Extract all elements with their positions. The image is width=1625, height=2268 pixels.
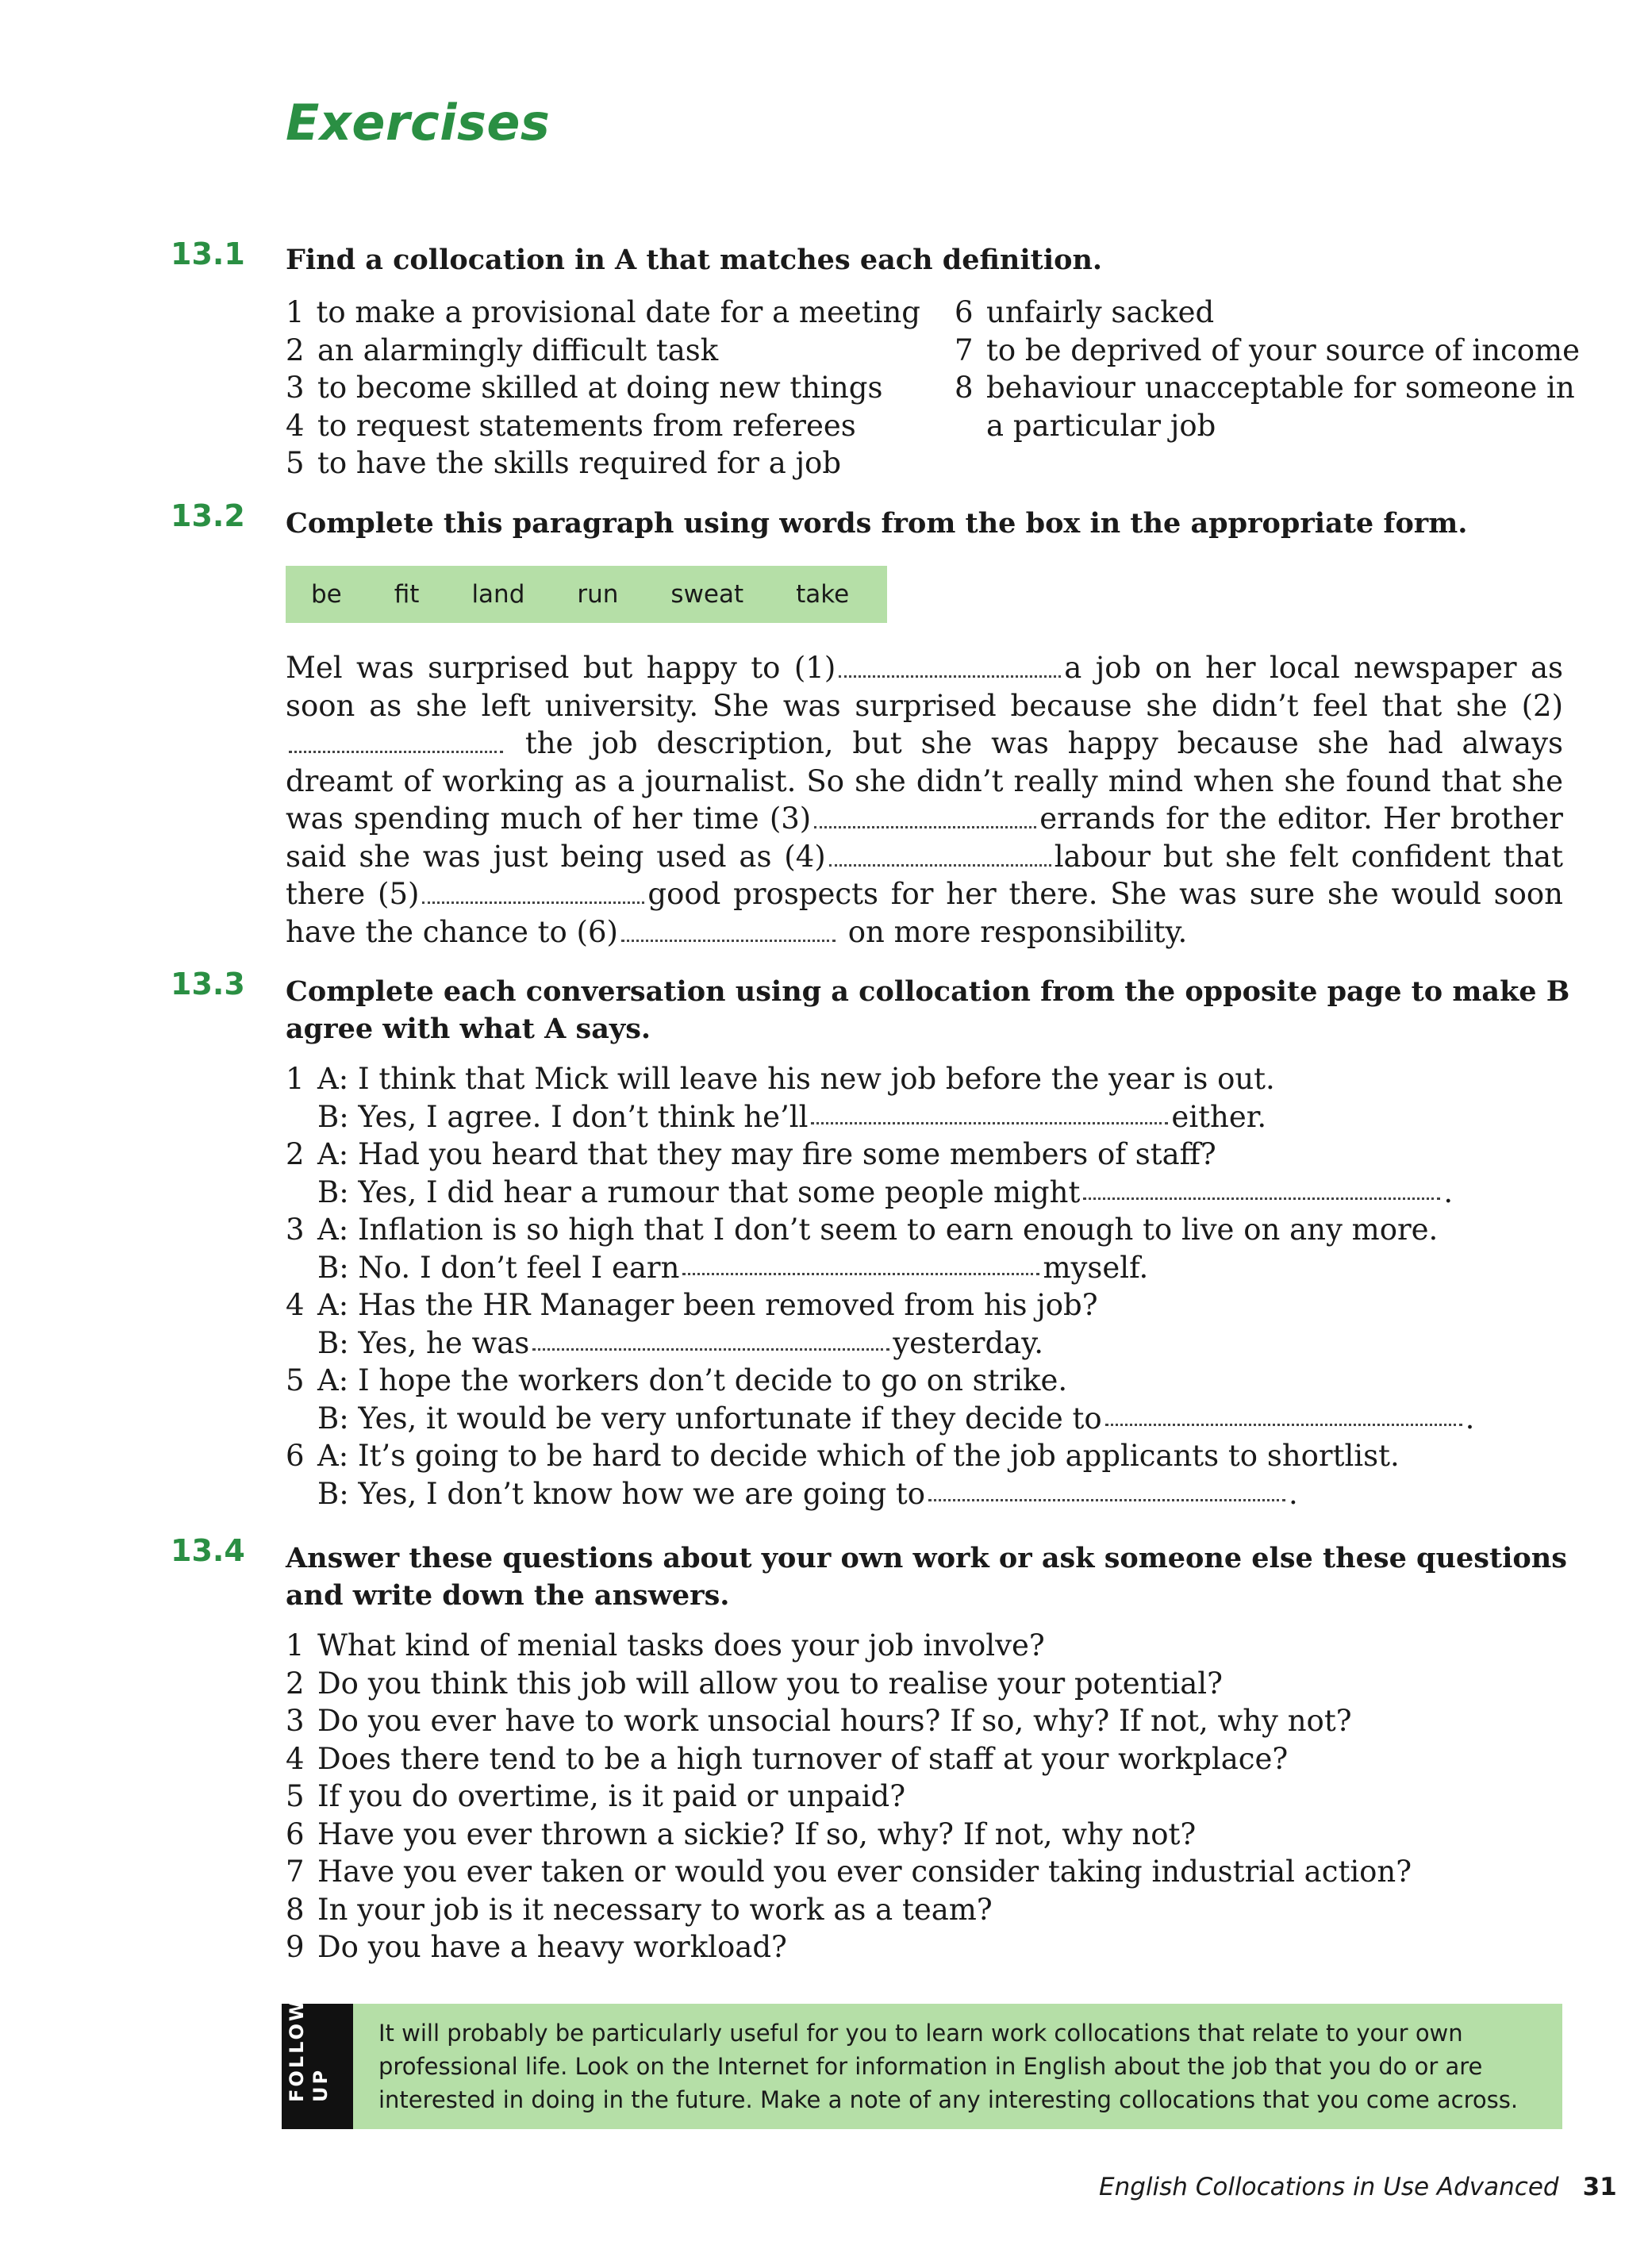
word-item: sweat [670, 580, 744, 609]
question-list [286, 1627, 1587, 1966]
answer-blank[interactable] [811, 1098, 1168, 1124]
exercise-number: 13.2 [171, 498, 245, 533]
blank-3[interactable] [814, 802, 1036, 828]
gap-fill-paragraph: Mel was surprised but happy to (1) a job on her local newspaper as soon as she left university. She was surprised because she didn’t feel that she (2) the job description, but she was happy because she had always dreamt of working as a journalist. So she didn’t really mind when she found that she was spending much of her time (3) errands for the editor. Her brother said she was just being used as (4) labour but she felt confident that there (5) good prospects for her there. She was sure she would soon have the chance to (6) on more responsibility. [286, 651, 1563, 949]
blank-2[interactable] [289, 727, 503, 753]
blank-1[interactable] [839, 652, 1061, 678]
blank-5[interactable] [422, 878, 644, 904]
follow-up-box [282, 1997, 1562, 2129]
conversation-item: 6 A: It’s going to be hard to decide which of the job applicants to shortlist. B: Yes, I don’t know how we are going to . [286, 1439, 1400, 1511]
list-item: 5 to have the skills required for a job [286, 446, 842, 480]
word-item: run [577, 580, 619, 609]
list-item: 6 unfairly sacked [955, 295, 1215, 329]
page-footer [1099, 2173, 1617, 2201]
list-item: 5 If you do overtime, is it paid or unpaid? [286, 1779, 906, 1813]
follow-up-tab [282, 1997, 353, 2129]
word-item: be [311, 580, 342, 609]
exercise-number: 13.4 [171, 1533, 245, 1568]
list-item: 4 to request statements from referees [286, 408, 856, 443]
list-item: 8 In your job is it necessary to work as a team? [286, 1892, 993, 1927]
answer-blank[interactable] [1083, 1174, 1440, 1200]
page-number: 31 [1582, 2173, 1617, 2201]
blank-6[interactable] [621, 916, 836, 942]
list-item: 3 Do you ever have to work unsocial hours? If so, why? If not, why not? [286, 1704, 1352, 1738]
conversation-list [286, 1060, 1587, 1513]
exercise-instruction: Complete this paragraph using words from the box in the appropriate form. [286, 507, 1468, 540]
list-item: 2 Do you think this job will allow you to realise your potential? [286, 1666, 1223, 1701]
answer-blank[interactable] [532, 1324, 889, 1351]
definitions-left [286, 294, 920, 482]
exercise-number: 13.3 [171, 967, 245, 1001]
list-item: 8 behaviour unacceptable for someone in [955, 371, 1575, 405]
answer-blank[interactable] [682, 1249, 1039, 1275]
exercise-instruction: Complete each conversation using a collocation from the opposite page to make B agree with what A says. [286, 975, 1570, 1045]
book-title: English Collocations in Use Advanced [1099, 2173, 1559, 2201]
follow-up-text: It will probably be particularly useful for you to learn work collocations that relate to your own professional life. Look on the Internet for information in English about the job that you do or are interested in doing in the future. Make a note of any interesting collocations that you come across. [378, 2020, 1519, 2113]
conversation-item: 2 A: Had you heard that they may fire some members of staff? B: Yes, I did hear a rumour that some people might . [286, 1137, 1454, 1209]
conversation-item: 5 A: I hope the workers don’t decide to go on strike. B: Yes, it would be very unfortunate if they decide to . [286, 1363, 1475, 1436]
conversation-item: 1 A: I think that Mick will leave his new job before the year is out. B: Yes, I agree. I don’t think he’ll either. [286, 1062, 1275, 1134]
follow-up-label: FOLLOW UP [286, 1997, 332, 2102]
definitions-right [955, 294, 1581, 444]
list-item: 7 Have you ever taken or would you ever consider taking industrial action? [286, 1855, 1412, 1889]
word-item: land [471, 580, 525, 609]
word-item: fit [394, 580, 420, 609]
exercise-instruction: Find a collocation in A that matches each definition. [286, 244, 1103, 276]
page-title: Exercises [286, 94, 551, 152]
exercise-instruction: Answer these questions about your own work or ask someone else these questions and write down the answers. [286, 1542, 1567, 1612]
blank-4[interactable] [829, 840, 1051, 867]
list-item: 4 Does there tend to be a high turnover of staff at your workplace? [286, 1741, 1289, 1776]
word-box [286, 566, 887, 623]
exercise-number: 13.1 [171, 236, 245, 271]
answer-blank[interactable] [1105, 1400, 1462, 1426]
list-item: 2 an alarmingly difficult task [286, 333, 719, 367]
list-item: 6 Have you ever thrown a sickie? If so, why? If not, why not? [286, 1816, 1197, 1851]
list-item: 9 Do you have a heavy workload? [286, 1930, 787, 1964]
list-item: a particular job [986, 408, 1216, 443]
answer-blank[interactable] [928, 1475, 1285, 1501]
list-item: 1 to make a provisional date for a meeting [286, 295, 920, 329]
conversation-item: 4 A: Has the HR Manager been removed from his job? B: Yes, he was yesterday. [286, 1288, 1098, 1360]
word-item: take [796, 580, 850, 609]
list-item: 7 to be deprived of your source of income [955, 333, 1581, 367]
list-item: 3 to become skilled at doing new things [286, 371, 883, 405]
conversation-item: 3 A: Inflation is so high that I don’t seem to earn enough to live on any more. B: No. I don’t feel I earn myself. [286, 1213, 1439, 1285]
list-item: 1 What kind of menial tasks does your job involve? [286, 1628, 1045, 1663]
